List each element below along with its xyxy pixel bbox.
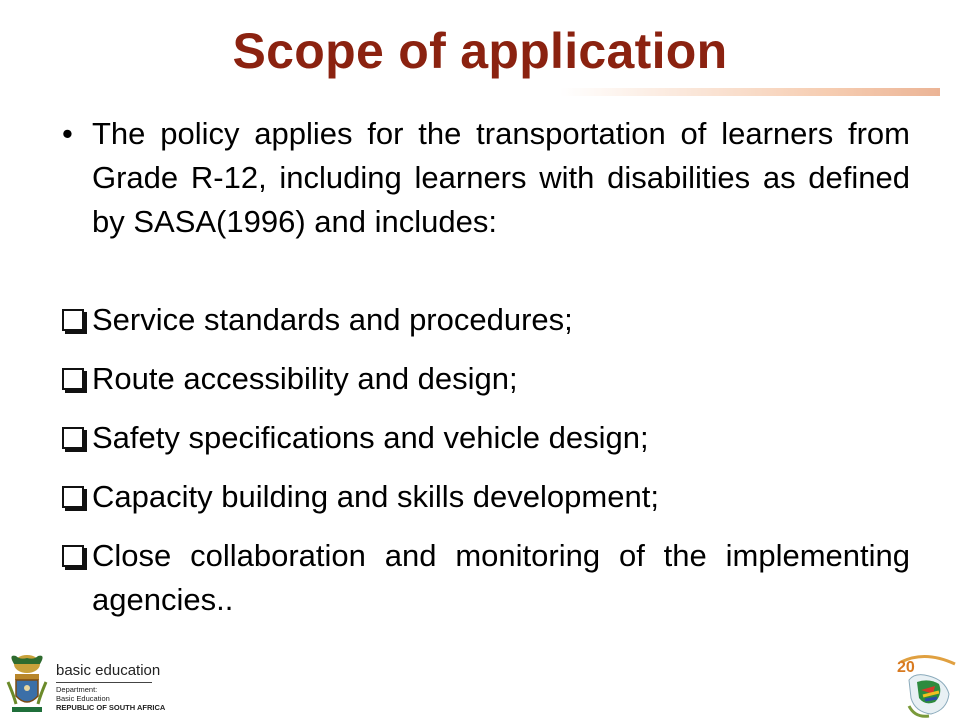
- list-item-label: Safety specifications and vehicle design;: [92, 420, 649, 455]
- department-line: Basic Education: [56, 694, 110, 703]
- intro-text: The policy applies for the transportation of learners from Grade R-12, including learners with disabilities as defined by SASA(1996) and includes:: [92, 116, 910, 239]
- department-logo: [0, 648, 200, 720]
- title-divider: [560, 88, 940, 96]
- svg-text:20: 20: [897, 659, 915, 676]
- checkbox-bullet-icon: [62, 309, 84, 331]
- slide-title: Scope of application: [232, 23, 728, 79]
- list-item-label: Route accessibility and design;: [92, 361, 518, 396]
- checkbox-bullet-icon: [62, 368, 84, 390]
- list-item: [62, 416, 910, 460]
- list-item: [62, 475, 910, 519]
- checkbox-bullet-icon: [62, 545, 84, 567]
- list-item: [62, 357, 910, 401]
- bullet-icon: •: [62, 116, 73, 151]
- list-item-label: Capacity building and skills development;: [92, 479, 659, 514]
- department-line: Department:: [56, 685, 98, 694]
- list-item: [62, 534, 910, 622]
- scope-list: [62, 298, 910, 637]
- list-item: [62, 298, 910, 342]
- department-name: basic education: [56, 662, 161, 679]
- list-item-label: Close collaboration and monitoring of the implementing agencies..: [92, 538, 910, 617]
- department-divider: [56, 682, 152, 683]
- list-item-label: Service standards and procedures;: [92, 302, 573, 337]
- department-country: REPUBLIC OF SOUTH AFRICA: [56, 703, 166, 712]
- checkbox-bullet-icon: [62, 427, 84, 449]
- twenty-years-freedom-icon: [895, 650, 959, 720]
- intro-bullet: [62, 112, 910, 244]
- anniversary-logo: [895, 650, 959, 720]
- checkbox-bullet-icon: [62, 486, 84, 508]
- coat-of-arms-icon: [4, 652, 50, 716]
